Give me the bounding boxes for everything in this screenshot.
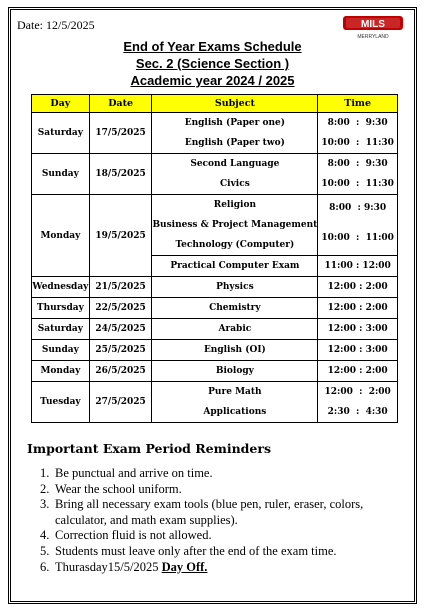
title-line-3: Academic year 2024 / 2025 xyxy=(130,73,295,88)
subject-cell xyxy=(152,154,318,195)
subject-cell xyxy=(152,382,318,423)
list-text: Be punctual and arrive on time. xyxy=(55,466,213,480)
list-item xyxy=(40,528,408,544)
time-line: 2:30 : 4:30 xyxy=(327,407,388,417)
reminders-heading: Important Exam Period Reminders xyxy=(27,441,271,456)
time-line: 12:00 : 2:00 xyxy=(324,387,391,397)
table-row xyxy=(32,113,398,154)
date-cell: 18/5/2025 xyxy=(89,154,152,195)
day-cell: Sunday xyxy=(32,154,90,195)
date-cell: 21/5/2025 xyxy=(89,277,152,298)
exam-schedule-table xyxy=(31,94,398,423)
time-line: 10:00 : 11:30 xyxy=(321,179,394,189)
schedule-title xyxy=(0,38,425,89)
logo-subtext: MERRYLAND xyxy=(357,34,389,40)
subject-line: Second Language xyxy=(190,159,280,169)
date-cell: 27/5/2025 xyxy=(89,382,152,423)
subject-cell: Practical Computer Exam xyxy=(152,256,318,277)
list-number: 4. xyxy=(40,528,50,543)
subject-cell: Physics xyxy=(152,277,318,298)
table-row xyxy=(32,154,398,195)
title-line-1: End of Year Exams Schedule xyxy=(123,39,302,54)
subject-cell: Biology xyxy=(152,361,318,382)
table-row xyxy=(32,319,398,340)
day-cell: Saturday xyxy=(32,113,90,154)
date-cell: 19/5/2025 xyxy=(89,195,152,277)
date-cell: 25/5/2025 xyxy=(89,340,152,361)
table-header-row xyxy=(32,95,398,113)
day-off-date: Thurasday15/5/2025 xyxy=(55,559,162,574)
list-number: 1. xyxy=(40,466,50,480)
table-row xyxy=(32,277,398,298)
day-cell: Tuesday xyxy=(32,382,90,423)
title-line-2: Sec. 2 (Science Section ) xyxy=(135,56,290,71)
subject-cell xyxy=(152,195,318,256)
list-item xyxy=(40,482,408,498)
list-number: 3. xyxy=(40,497,50,512)
document-date: Date: 12/5/2025 xyxy=(17,18,95,32)
header-day: Day xyxy=(32,95,90,113)
table-row xyxy=(32,195,398,256)
day-cell: Saturday xyxy=(32,319,90,340)
time-line: 10:00 : 11:00 xyxy=(321,233,394,243)
time-line: 8:00 : 9:30 xyxy=(327,159,388,169)
time-line: 8:00 : 9:30 xyxy=(329,203,387,213)
time-cell xyxy=(318,195,398,256)
subject-cell: Arabic xyxy=(152,319,318,340)
subject-cell xyxy=(152,113,318,154)
header-time: Time xyxy=(318,95,398,113)
time-cell xyxy=(318,382,398,423)
list-text: Correction fluid is not allowed. xyxy=(55,528,212,543)
list-text: Wear the school uniform. xyxy=(55,481,182,496)
list-number: 2. xyxy=(40,481,50,496)
list-text xyxy=(55,560,207,576)
subject-line: Pure Math xyxy=(208,387,262,397)
day-cell: Wednesday xyxy=(32,277,90,298)
day-cell: Monday xyxy=(32,195,90,277)
time-cell xyxy=(318,154,398,195)
subject-cell: Chemistry xyxy=(152,298,318,319)
list-item xyxy=(40,544,408,560)
list-item xyxy=(40,497,408,528)
table-row xyxy=(32,340,398,361)
subject-line: English (Paper two) xyxy=(184,138,285,148)
list-item xyxy=(40,560,408,576)
list-number: 6. xyxy=(40,559,50,574)
time-line: 8:00 : 9:30 xyxy=(327,118,388,128)
day-off-label: Day Off. xyxy=(161,559,208,574)
subject-line: Technology (Computer) xyxy=(175,240,295,250)
time-cell: 12:00 : 3:00 xyxy=(318,319,398,340)
reminders-list xyxy=(40,466,408,575)
table-row xyxy=(32,298,398,319)
date-cell: 22/5/2025 xyxy=(89,298,152,319)
table-row xyxy=(32,361,398,382)
time-cell: 12:00 : 2:00 xyxy=(318,361,398,382)
time-cell: 12:00 : 2:00 xyxy=(318,277,398,298)
day-cell: Monday xyxy=(32,361,90,382)
day-cell: Sunday xyxy=(32,340,90,361)
time-cell: 12:00 : 3:00 xyxy=(318,340,398,361)
day-cell: Thursday xyxy=(32,298,90,319)
time-cell xyxy=(318,113,398,154)
list-text: Bring all necessary exam tools (blue pen, ruler, eraser, colors, calculator, and math exam supplies). xyxy=(55,497,364,527)
time-cell: 12:00 : 2:00 xyxy=(318,298,398,319)
logo-text: MILS xyxy=(361,19,385,30)
subject-cell: English (OI) xyxy=(152,340,318,361)
table-row xyxy=(32,382,398,423)
header-subject: Subject xyxy=(152,95,318,113)
time-cell: 11:00 : 12:00 xyxy=(318,256,398,277)
date-cell: 24/5/2025 xyxy=(89,319,152,340)
list-text: Students must leave only after the end of the exam time. xyxy=(55,543,337,558)
list-number: 5. xyxy=(40,543,50,558)
subject-line: Applications xyxy=(203,407,267,417)
subject-line: English (Paper one) xyxy=(184,118,286,128)
subject-line: Business & Project Management xyxy=(152,220,318,230)
subject-line: Religion xyxy=(213,200,257,210)
time-line: 10:00 : 11:30 xyxy=(321,138,394,148)
list-item xyxy=(40,466,408,482)
subject-line: Civics xyxy=(219,179,250,189)
date-cell: 26/5/2025 xyxy=(89,361,152,382)
header-date: Date xyxy=(89,95,152,113)
date-cell: 17/5/2025 xyxy=(89,113,152,154)
